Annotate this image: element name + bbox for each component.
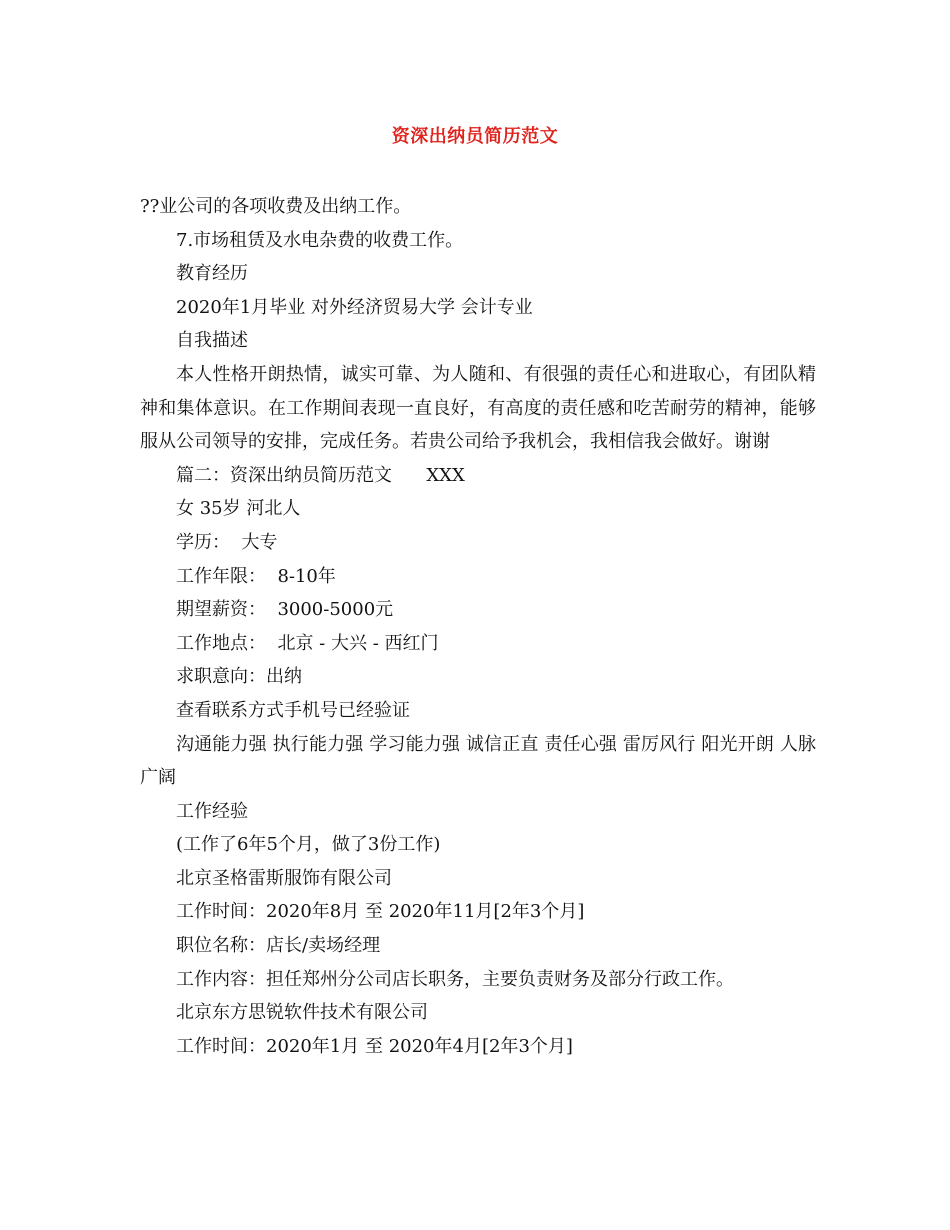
paragraph: 期望薪资： 3000-5000元 [176, 599, 394, 621]
paragraph: (工作了6年5个月，做了3份工作) [176, 834, 441, 856]
section-heading-education: 教育经历 [176, 263, 248, 285]
paragraph: 工作时间：2020年8月 至 2020年11月[2年3个月] [176, 901, 585, 923]
paragraph: 7.市场租赁及水电杂费的收费工作。 [176, 229, 464, 251]
paragraph: 工作时间：2020年1月 至 2020年4月[2年3个月] [176, 1035, 573, 1057]
paragraph: 工作年限： 8-10年 [176, 565, 336, 587]
paragraph: 北京圣格雷斯服饰有限公司 [176, 867, 392, 889]
paragraph: 北京东方思锐软件技术有限公司 [176, 1002, 428, 1024]
paragraph: 沟通能力强 执行能力强 学习能力强 诚信正直 责任心强 雷厉风行 阳光开朗 人脉广阔 [140, 733, 816, 789]
paragraph: 本人性格开朗热情，诚实可靠、为人随和、有很强的责任心和进取心，有团队精神和集体意识。在工作期间表现一直良好，有高度的责任感和吃苦耐劳的精神，能够服从公司领导的安排，完成任务。若贵公司给予我机会，我相信我会做好。谢谢 [140, 363, 816, 453]
section-heading-self-description: 自我描述 [176, 330, 248, 352]
paragraph: 女 35岁 河北人 [176, 498, 301, 520]
paragraph: 工作地点： 北京 - 大兴 - 西红门 [176, 632, 439, 654]
section-heading-part-two: 篇二：资深出纳员简历范文 XXX [176, 464, 465, 486]
paragraph: ??业公司的各项收费及出纳工作。 [140, 196, 412, 217]
paragraph: 查看联系方式手机号已经验证 [176, 699, 410, 721]
section-heading-work-experience: 工作经验 [176, 800, 248, 822]
paragraph: 工作内容：担任郑州分公司店长职务，主要负责财务及部分行政工作。 [176, 968, 734, 990]
document-title: 资深出纳员简历范文 [391, 126, 559, 147]
paragraph: 职位名称：店长/卖场经理 [176, 935, 381, 957]
paragraph: 2020年1月毕业 对外经济贸易大学 会计专业 [176, 296, 533, 318]
document-body [140, 190, 816, 1063]
paragraph: 学历： 大专 [176, 531, 278, 553]
paragraph: 求职意向：出纳 [176, 666, 302, 688]
